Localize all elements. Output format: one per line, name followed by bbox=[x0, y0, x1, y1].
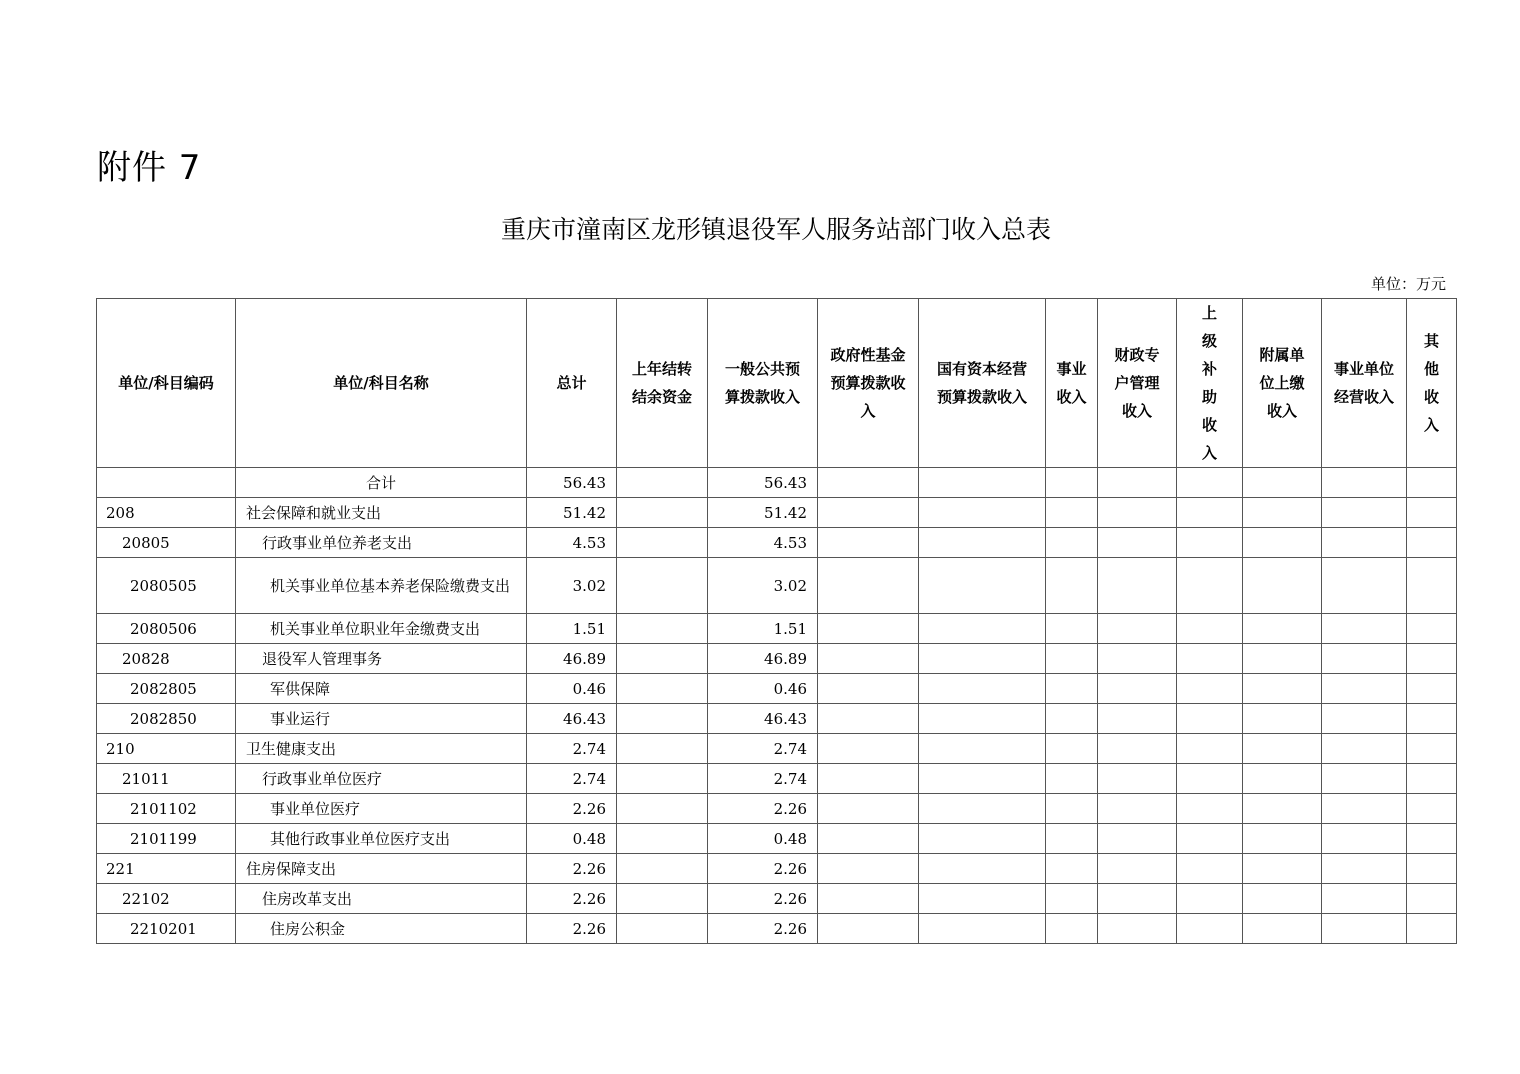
cell-state-capital bbox=[919, 884, 1046, 914]
cell-business-income bbox=[1046, 884, 1098, 914]
cell-other-income bbox=[1407, 704, 1457, 734]
table-row bbox=[97, 764, 1457, 794]
cell-operating-income bbox=[1322, 914, 1407, 944]
header-other-income: 其他收入 bbox=[1407, 299, 1457, 468]
cell-other-income bbox=[1407, 644, 1457, 674]
cell-total: 2.74 bbox=[527, 764, 617, 794]
table-row bbox=[97, 468, 1457, 498]
header-row bbox=[97, 299, 1457, 468]
cell-business-income bbox=[1046, 614, 1098, 644]
cell-gov-fund bbox=[818, 734, 919, 764]
cell-operating-income bbox=[1322, 674, 1407, 704]
table-row bbox=[97, 674, 1457, 704]
cell-affiliated-unit bbox=[1243, 528, 1322, 558]
table-row bbox=[97, 884, 1457, 914]
cell-code: 2210201 bbox=[97, 914, 236, 944]
header-state-capital: 国有资本经营预算拨款收入 bbox=[919, 299, 1046, 468]
cell-operating-income bbox=[1322, 734, 1407, 764]
cell-general-budget: 46.43 bbox=[708, 704, 818, 734]
header-general-budget: 一般公共预算拨款收入 bbox=[708, 299, 818, 468]
cell-name: 军供保障 bbox=[236, 674, 527, 704]
cell-name: 住房保障支出 bbox=[236, 854, 527, 884]
header-business-income: 事业收入 bbox=[1046, 299, 1098, 468]
cell-code: 2082805 bbox=[97, 674, 236, 704]
cell-business-income bbox=[1046, 794, 1098, 824]
cell-other-income bbox=[1407, 614, 1457, 644]
cell-general-budget: 2.26 bbox=[708, 914, 818, 944]
table-row bbox=[97, 854, 1457, 884]
cell-general-budget: 2.26 bbox=[708, 794, 818, 824]
cell-carryover bbox=[617, 468, 708, 498]
cell-general-budget: 4.53 bbox=[708, 528, 818, 558]
cell-superior-subsidy bbox=[1177, 468, 1243, 498]
cell-state-capital bbox=[919, 824, 1046, 854]
cell-other-income bbox=[1407, 914, 1457, 944]
income-summary-table bbox=[96, 298, 1457, 944]
cell-state-capital bbox=[919, 614, 1046, 644]
header-affiliated-unit: 附属单位上缴收入 bbox=[1243, 299, 1322, 468]
cell-general-budget: 51.42 bbox=[708, 498, 818, 528]
cell-name: 退役军人管理事务 bbox=[236, 644, 527, 674]
cell-other-income bbox=[1407, 794, 1457, 824]
cell-affiliated-unit bbox=[1243, 674, 1322, 704]
cell-business-income bbox=[1046, 764, 1098, 794]
cell-carryover bbox=[617, 644, 708, 674]
cell-gov-fund bbox=[818, 914, 919, 944]
cell-general-budget: 2.74 bbox=[708, 764, 818, 794]
cell-name: 住房公积金 bbox=[236, 914, 527, 944]
table-row bbox=[97, 704, 1457, 734]
cell-business-income bbox=[1046, 824, 1098, 854]
cell-code: 2082850 bbox=[97, 704, 236, 734]
cell-superior-subsidy bbox=[1177, 884, 1243, 914]
header-operating-income: 事业单位经营收入 bbox=[1322, 299, 1407, 468]
cell-state-capital bbox=[919, 854, 1046, 884]
cell-special-account bbox=[1098, 824, 1177, 854]
cell-general-budget: 0.48 bbox=[708, 824, 818, 854]
header-gov-fund: 政府性基金预算拨款收入 bbox=[818, 299, 919, 468]
cell-special-account bbox=[1098, 644, 1177, 674]
cell-carryover bbox=[617, 614, 708, 644]
cell-superior-subsidy bbox=[1177, 614, 1243, 644]
cell-name: 机关事业单位职业年金缴费支出 bbox=[236, 614, 527, 644]
cell-total: 2.26 bbox=[527, 884, 617, 914]
cell-carryover bbox=[617, 854, 708, 884]
cell-superior-subsidy bbox=[1177, 794, 1243, 824]
cell-code: 2101199 bbox=[97, 824, 236, 854]
cell-special-account bbox=[1098, 614, 1177, 644]
table-row bbox=[97, 644, 1457, 674]
table-row bbox=[97, 614, 1457, 644]
cell-state-capital bbox=[919, 674, 1046, 704]
cell-name: 事业单位医疗 bbox=[236, 794, 527, 824]
table-row bbox=[97, 498, 1457, 528]
table-row bbox=[97, 734, 1457, 764]
cell-business-income bbox=[1046, 704, 1098, 734]
cell-code: 21011 bbox=[97, 764, 236, 794]
cell-superior-subsidy bbox=[1177, 824, 1243, 854]
cell-operating-income bbox=[1322, 794, 1407, 824]
cell-name: 其他行政事业单位医疗支出 bbox=[236, 824, 527, 854]
cell-other-income bbox=[1407, 558, 1457, 614]
cell-carryover bbox=[617, 704, 708, 734]
cell-code: 20828 bbox=[97, 644, 236, 674]
table-row bbox=[97, 528, 1457, 558]
cell-general-budget: 3.02 bbox=[708, 558, 818, 614]
cell-state-capital bbox=[919, 764, 1046, 794]
cell-carryover bbox=[617, 884, 708, 914]
cell-total: 2.74 bbox=[527, 734, 617, 764]
cell-superior-subsidy bbox=[1177, 734, 1243, 764]
cell-gov-fund bbox=[818, 854, 919, 884]
cell-other-income bbox=[1407, 764, 1457, 794]
cell-carryover bbox=[617, 914, 708, 944]
cell-gov-fund bbox=[818, 884, 919, 914]
table-row bbox=[97, 794, 1457, 824]
cell-total: 0.48 bbox=[527, 824, 617, 854]
cell-general-budget: 2.26 bbox=[708, 854, 818, 884]
cell-superior-subsidy bbox=[1177, 764, 1243, 794]
cell-other-income bbox=[1407, 824, 1457, 854]
cell-business-income bbox=[1046, 558, 1098, 614]
cell-total: 1.51 bbox=[527, 614, 617, 644]
cell-gov-fund bbox=[818, 558, 919, 614]
cell-carryover bbox=[617, 794, 708, 824]
cell-general-budget: 1.51 bbox=[708, 614, 818, 644]
cell-carryover bbox=[617, 764, 708, 794]
cell-total: 3.02 bbox=[527, 558, 617, 614]
cell-special-account bbox=[1098, 764, 1177, 794]
cell-affiliated-unit bbox=[1243, 794, 1322, 824]
cell-total: 2.26 bbox=[527, 914, 617, 944]
cell-code bbox=[97, 468, 236, 498]
cell-gov-fund bbox=[818, 794, 919, 824]
cell-other-income bbox=[1407, 528, 1457, 558]
cell-name: 卫生健康支出 bbox=[236, 734, 527, 764]
cell-operating-income bbox=[1322, 824, 1407, 854]
cell-state-capital bbox=[919, 528, 1046, 558]
cell-state-capital bbox=[919, 914, 1046, 944]
cell-general-budget: 2.26 bbox=[708, 884, 818, 914]
cell-affiliated-unit bbox=[1243, 884, 1322, 914]
cell-code: 2101102 bbox=[97, 794, 236, 824]
cell-special-account bbox=[1098, 794, 1177, 824]
unit-label: 单位：万元 bbox=[1370, 275, 1446, 293]
cell-operating-income bbox=[1322, 764, 1407, 794]
cell-carryover bbox=[617, 528, 708, 558]
cell-operating-income bbox=[1322, 704, 1407, 734]
cell-operating-income bbox=[1322, 854, 1407, 884]
cell-affiliated-unit bbox=[1243, 644, 1322, 674]
header-special-account: 财政专户管理收入 bbox=[1098, 299, 1177, 468]
cell-special-account bbox=[1098, 468, 1177, 498]
cell-special-account bbox=[1098, 558, 1177, 614]
cell-code: 210 bbox=[97, 734, 236, 764]
cell-carryover bbox=[617, 558, 708, 614]
cell-carryover bbox=[617, 674, 708, 704]
cell-special-account bbox=[1098, 914, 1177, 944]
cell-total: 4.53 bbox=[527, 528, 617, 558]
table-title: 重庆市潼南区龙形镇退役军人服务站部门收入总表 bbox=[500, 215, 1051, 244]
cell-code: 22102 bbox=[97, 884, 236, 914]
cell-total: 56.43 bbox=[527, 468, 617, 498]
cell-other-income bbox=[1407, 468, 1457, 498]
cell-other-income bbox=[1407, 674, 1457, 704]
cell-other-income bbox=[1407, 498, 1457, 528]
cell-gov-fund bbox=[818, 704, 919, 734]
header-total: 总计 bbox=[527, 299, 617, 468]
cell-general-budget: 2.74 bbox=[708, 734, 818, 764]
cell-affiliated-unit bbox=[1243, 704, 1322, 734]
cell-name: 社会保障和就业支出 bbox=[236, 498, 527, 528]
cell-state-capital bbox=[919, 704, 1046, 734]
table-row bbox=[97, 824, 1457, 854]
cell-operating-income bbox=[1322, 644, 1407, 674]
cell-gov-fund bbox=[818, 644, 919, 674]
cell-other-income bbox=[1407, 734, 1457, 764]
header-name: 单位/科目名称 bbox=[236, 299, 527, 468]
cell-special-account bbox=[1098, 704, 1177, 734]
cell-name: 机关事业单位基本养老保险缴费支出 bbox=[236, 558, 527, 614]
cell-operating-income bbox=[1322, 468, 1407, 498]
attachment-label: 附件 7 bbox=[97, 148, 202, 188]
header-carryover: 上年结转结余资金 bbox=[617, 299, 708, 468]
cell-superior-subsidy bbox=[1177, 528, 1243, 558]
table-row bbox=[97, 558, 1457, 614]
cell-gov-fund bbox=[818, 528, 919, 558]
cell-carryover bbox=[617, 824, 708, 854]
cell-state-capital bbox=[919, 468, 1046, 498]
cell-business-income bbox=[1046, 498, 1098, 528]
cell-superior-subsidy bbox=[1177, 674, 1243, 704]
cell-carryover bbox=[617, 734, 708, 764]
cell-gov-fund bbox=[818, 498, 919, 528]
cell-code: 20805 bbox=[97, 528, 236, 558]
cell-special-account bbox=[1098, 528, 1177, 558]
cell-special-account bbox=[1098, 674, 1177, 704]
cell-superior-subsidy bbox=[1177, 498, 1243, 528]
cell-business-income bbox=[1046, 674, 1098, 704]
cell-other-income bbox=[1407, 854, 1457, 884]
cell-code: 2080506 bbox=[97, 614, 236, 644]
cell-business-income bbox=[1046, 914, 1098, 944]
cell-superior-subsidy bbox=[1177, 558, 1243, 614]
cell-state-capital bbox=[919, 498, 1046, 528]
cell-affiliated-unit bbox=[1243, 854, 1322, 884]
cell-business-income bbox=[1046, 528, 1098, 558]
cell-total: 2.26 bbox=[527, 854, 617, 884]
cell-gov-fund bbox=[818, 614, 919, 644]
cell-business-income bbox=[1046, 644, 1098, 674]
cell-general-budget: 0.46 bbox=[708, 674, 818, 704]
cell-affiliated-unit bbox=[1243, 558, 1322, 614]
cell-operating-income bbox=[1322, 528, 1407, 558]
cell-name: 合计 bbox=[236, 468, 527, 498]
cell-gov-fund bbox=[818, 468, 919, 498]
cell-gov-fund bbox=[818, 824, 919, 854]
cell-code: 208 bbox=[97, 498, 236, 528]
cell-superior-subsidy bbox=[1177, 854, 1243, 884]
cell-operating-income bbox=[1322, 558, 1407, 614]
cell-superior-subsidy bbox=[1177, 644, 1243, 674]
cell-general-budget: 56.43 bbox=[708, 468, 818, 498]
cell-special-account bbox=[1098, 498, 1177, 528]
cell-gov-fund bbox=[818, 764, 919, 794]
cell-operating-income bbox=[1322, 498, 1407, 528]
cell-affiliated-unit bbox=[1243, 498, 1322, 528]
cell-state-capital bbox=[919, 734, 1046, 764]
cell-superior-subsidy bbox=[1177, 914, 1243, 944]
cell-name: 住房改革支出 bbox=[236, 884, 527, 914]
cell-special-account bbox=[1098, 734, 1177, 764]
cell-other-income bbox=[1407, 884, 1457, 914]
cell-total: 2.26 bbox=[527, 794, 617, 824]
cell-business-income bbox=[1046, 854, 1098, 884]
cell-total: 51.42 bbox=[527, 498, 617, 528]
cell-state-capital bbox=[919, 794, 1046, 824]
cell-operating-income bbox=[1322, 884, 1407, 914]
cell-business-income bbox=[1046, 734, 1098, 764]
cell-superior-subsidy bbox=[1177, 704, 1243, 734]
cell-name: 事业运行 bbox=[236, 704, 527, 734]
cell-business-income bbox=[1046, 468, 1098, 498]
cell-general-budget: 46.89 bbox=[708, 644, 818, 674]
cell-special-account bbox=[1098, 854, 1177, 884]
cell-operating-income bbox=[1322, 614, 1407, 644]
cell-affiliated-unit bbox=[1243, 734, 1322, 764]
cell-affiliated-unit bbox=[1243, 614, 1322, 644]
cell-affiliated-unit bbox=[1243, 914, 1322, 944]
cell-affiliated-unit bbox=[1243, 764, 1322, 794]
cell-total: 46.43 bbox=[527, 704, 617, 734]
cell-affiliated-unit bbox=[1243, 468, 1322, 498]
cell-name: 行政事业单位医疗 bbox=[236, 764, 527, 794]
header-superior-subsidy: 上级补助收入 bbox=[1177, 299, 1243, 468]
cell-special-account bbox=[1098, 884, 1177, 914]
cell-total: 46.89 bbox=[527, 644, 617, 674]
cell-affiliated-unit bbox=[1243, 824, 1322, 854]
cell-name: 行政事业单位养老支出 bbox=[236, 528, 527, 558]
cell-code: 2080505 bbox=[97, 558, 236, 614]
table-row bbox=[97, 914, 1457, 944]
header-code: 单位/科目编码 bbox=[97, 299, 236, 468]
cell-state-capital bbox=[919, 644, 1046, 674]
cell-code: 221 bbox=[97, 854, 236, 884]
cell-total: 0.46 bbox=[527, 674, 617, 704]
cell-carryover bbox=[617, 498, 708, 528]
cell-gov-fund bbox=[818, 674, 919, 704]
cell-state-capital bbox=[919, 558, 1046, 614]
